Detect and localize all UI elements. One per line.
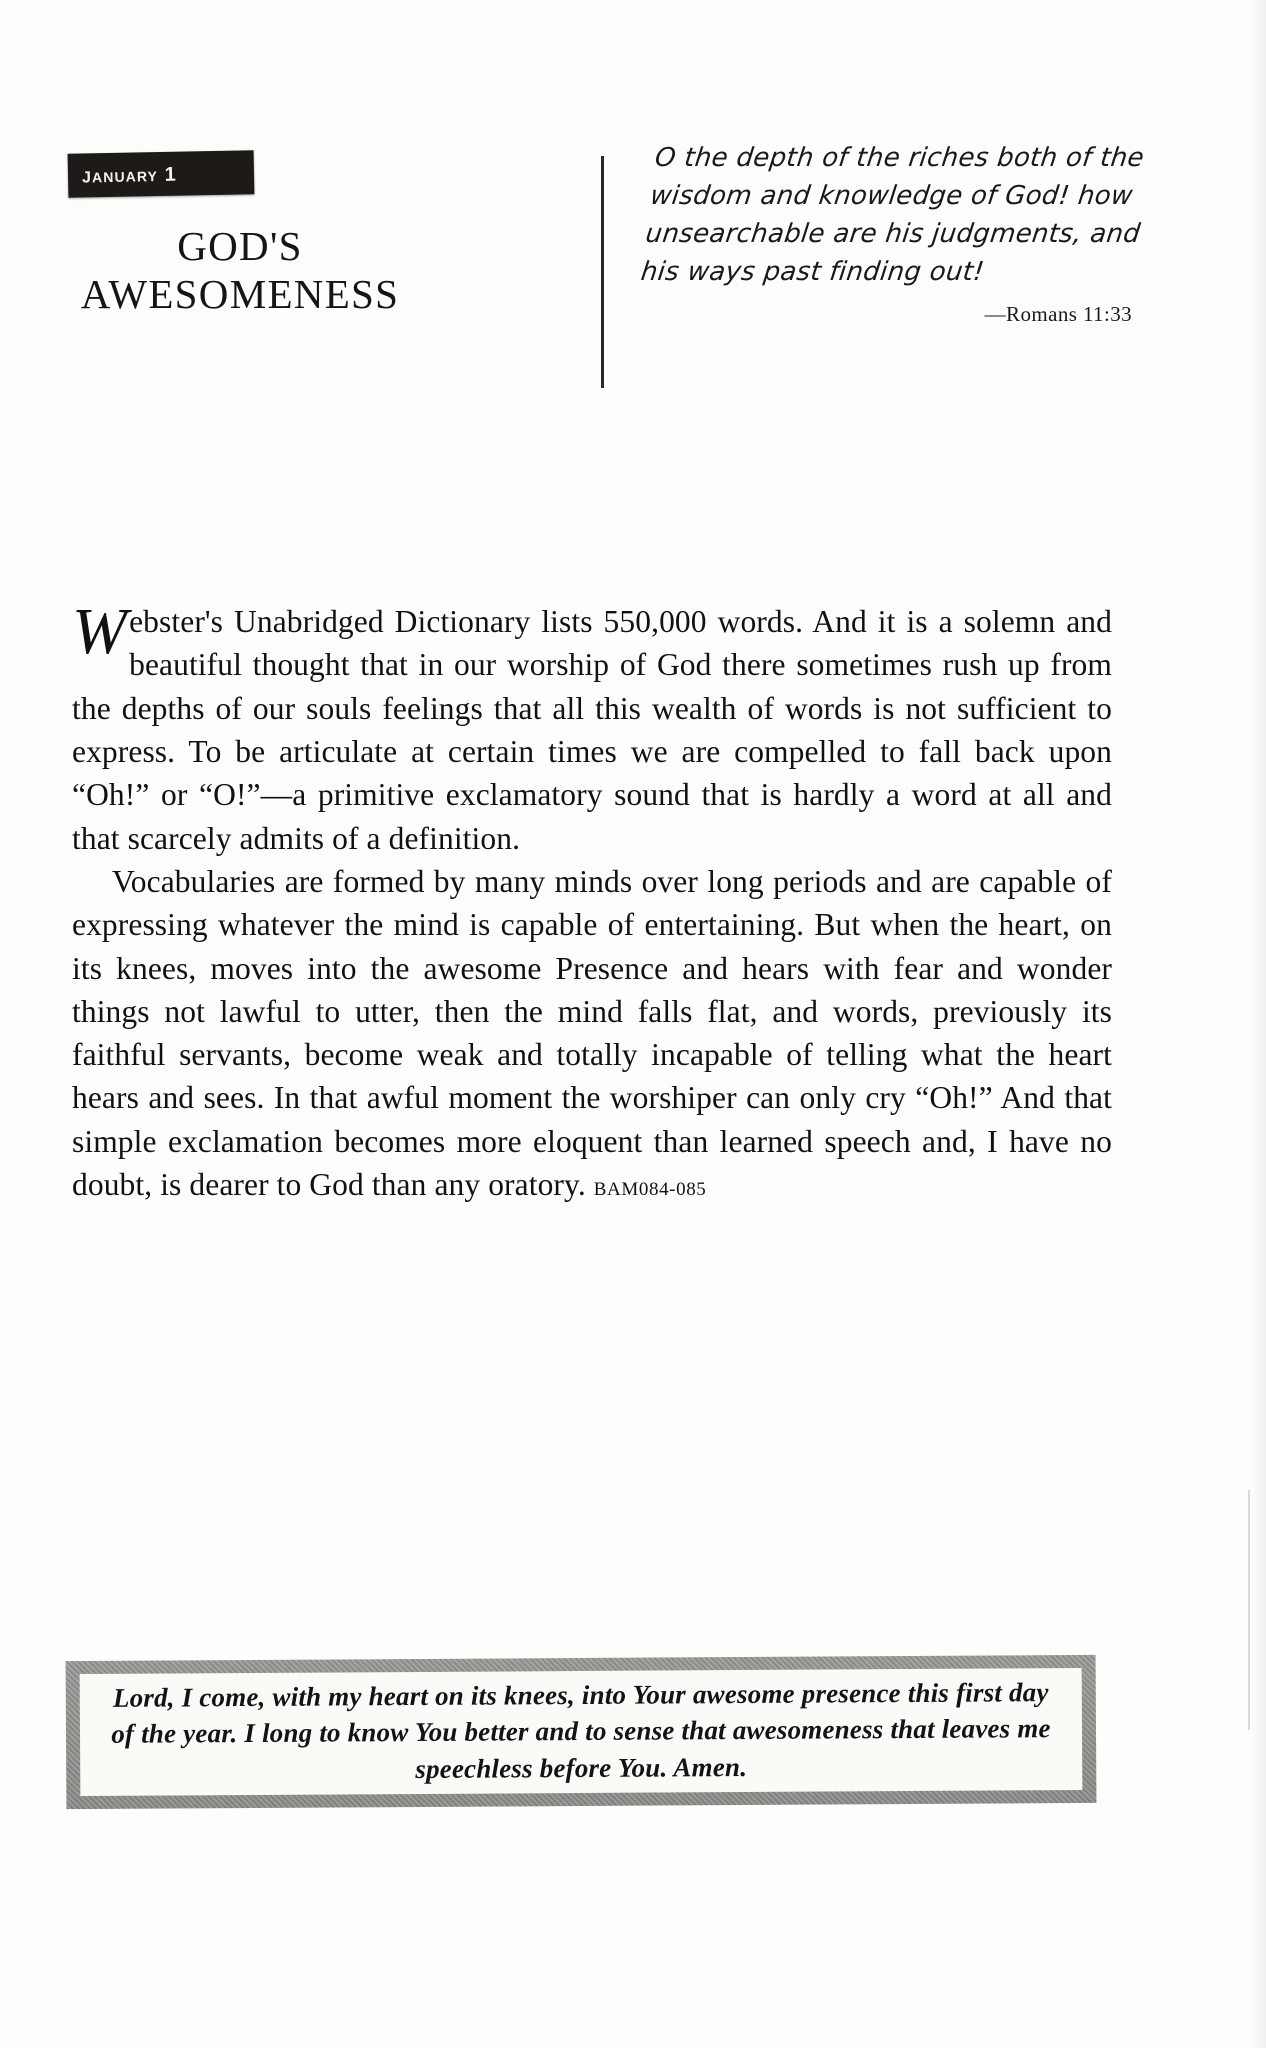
body-paragraph-1-text: ebster's Unabridged Dictionary lists 550,000 words. And it is a solemn and beautiful thought that in our worship of God there sometimes rush up from the depths of our souls feelings that all this wealth of words is not sufficient to express. To be articulate at certain times we are compelled to fall back upon “Oh!” or “O!”—a primitive exclamatory sound that is hardly a word at all and that scarcely admits of a definition. (72, 604, 1112, 856)
page-title (30, 222, 450, 319)
drop-cap-letter: W (72, 595, 128, 668)
body-paragraph-1 (72, 595, 1112, 860)
body-paragraph-2-text: Vocabularies are formed by many minds over long periods and are capable of expressing whatever the mind is capable of entertaining. But when the heart, on its knees, moves into the awesome Presence and hears with fear and wonder things not lawful to utter, then the mind falls flat, and words, previously its faithful servants, become weak and totally incapable of telling what the heart hears and sees. In that awful moment the worshiper can only cry “Oh!” And that simple exclamation becomes more eloquent than learned speech and, I have no doubt, is dearer to God than any oratory. (72, 863, 1112, 1203)
scripture-text: O the depth of the riches both of the wisdom and knowledge of God! how unsearchable are his judgments, and his ways past finding out! (639, 143, 1146, 287)
source-code: BAM084-085 (593, 1179, 707, 1201)
prayer-text: Lord, I come, with my heart on its knees, into Your awesome presence this first day of the year. I long to know You better and to sense that awesomeness that leaves me speechless before You. Amen. (111, 1677, 1051, 1784)
date-banner-label: january 1 (81, 161, 178, 188)
scan-edge-shadow (1250, 0, 1266, 2048)
prayer-box (66, 1655, 1097, 1809)
vertical-divider-rule (601, 156, 604, 388)
page-header (0, 130, 1266, 450)
devotional-body (72, 595, 1112, 1206)
prayer-box-inner (80, 1668, 1083, 1796)
scripture-reference: —Romans 11:33 (984, 301, 1132, 326)
scripture-block (639, 140, 1148, 327)
body-paragraph-2 (72, 860, 1112, 1207)
scan-fold-line (1248, 1490, 1250, 1730)
page-title-line-2: AWESOMENESS (80, 271, 400, 318)
date-banner (68, 150, 255, 198)
page-title-line-1: GOD'S (177, 223, 303, 269)
